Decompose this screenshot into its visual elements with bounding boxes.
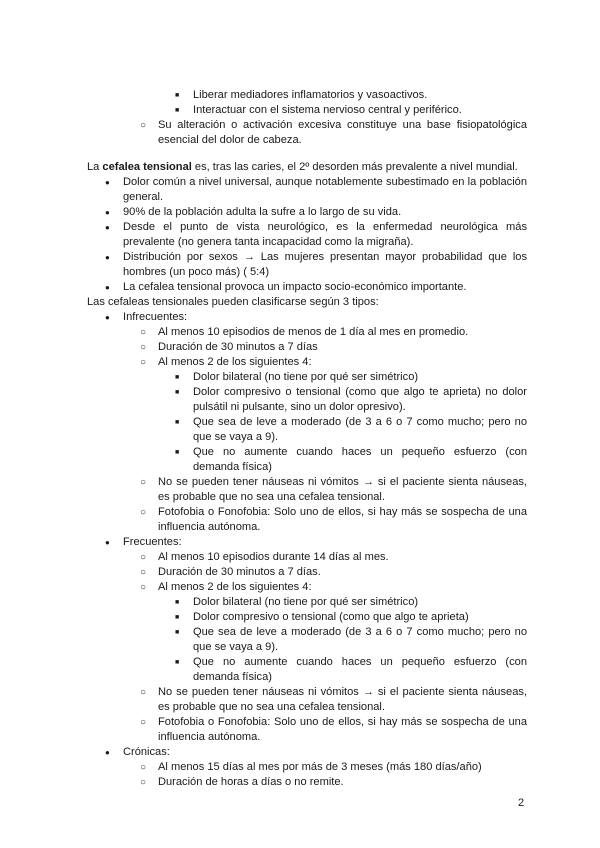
list-item-text: Al menos 10 episodios de menos de 1 día al mes en promedio. [158,326,469,338]
dot-bullet: ● [105,223,110,232]
square-bullet: ■ [175,374,180,381]
list-item-text: Distribución por sexos → Las mujeres presentan mayor probabilidad que los hombres (un poco más) ( 5:4) [123,251,527,278]
circle-bullet: ○ [140,567,147,578]
page-number: 2 [518,797,525,809]
square-bullet: ■ [175,614,180,621]
list-item-text: Al menos 10 episodios durante 14 días al mes. [158,551,389,563]
type-name: Infrecuentes: [123,311,188,323]
dot-bullet: ● [105,313,110,322]
dot-bullet: ● [105,178,110,187]
list-item-text: Dolor común a nivel universal, aunque notablemente subestimado en la población general. [123,176,527,203]
circle-bullet: ○ [140,762,147,773]
list-item-text: Al menos 15 días al mes por más de 3 meses (más 180 días/año) [158,761,482,773]
list-item-text: La cefalea tensional provoca un impacto socio-económico importante. [123,281,467,293]
list-item-text: Dolor compresivo o tensional (como que algo te aprieta) [193,611,469,623]
list-item-text: Que no aumente cuando haces un pequeño esfuerzo (con demanda física) [193,656,527,683]
list-item-text: Que sea de leve a moderado (de 3 a 6 o 7 como mucho; pero no que se vaya a 9). [193,416,527,443]
intro-prefix: La [87,161,103,173]
dot-bullet: ● [105,538,110,547]
square-bullet: ■ [175,389,180,396]
intro-term: cefalea tensional [102,161,192,173]
list-item-text: Liberar mediadores inflamatorios y vasoactivos. [193,89,428,101]
circle-bullet: ○ [140,687,147,698]
square-bullet: ■ [175,599,180,606]
circle-bullet: ○ [140,477,147,488]
circle-bullet: ○ [140,120,147,131]
list-item-text: Al menos 2 de los siguientes 4: [158,581,312,593]
list-item-text: No se pueden tener náuseas ni vómitos → si el paciente sienta náuseas, es probable que no sea una cefalea tensional. [158,476,527,503]
intro-suffix: es, tras las caries, el 2º desorden más prevalente a nivel mundial. [191,161,518,173]
square-bullet: ■ [175,629,180,636]
square-bullet: ■ [175,107,180,114]
list-item-text: Fotofobia o Fonofobia: Solo uno de ellos, si hay más se sospecha de una influencia autónoma. [158,506,527,533]
list-item-text: Duración de 30 minutos a 7 días [158,341,318,353]
list-item-text: Al menos 2 de los siguientes 4: [158,356,312,368]
square-bullet: ■ [175,449,180,456]
list-item-text: Duración de 30 minutos a 7 días. [158,566,321,578]
circle-bullet: ○ [140,327,147,338]
circle-bullet: ○ [140,552,147,563]
list-item-text: Duración de horas a días o no remite. [158,776,344,788]
circle-bullet: ○ [140,507,147,518]
circle-bullet: ○ [140,582,147,593]
dot-bullet: ● [105,748,110,757]
dot-bullet: ● [105,253,110,262]
square-bullet: ■ [175,419,180,426]
circle-bullet: ○ [140,357,147,368]
circle-bullet: ○ [140,342,147,353]
list-item-text: Interactuar con el sistema nervioso central y periférico. [193,104,462,116]
list-item-text: 90% de la población adulta la sufre a lo largo de su vida. [123,206,402,218]
classify-paragraph: Las cefaleas tensionales pueden clasificarse según 3 tipos: [87,296,379,308]
type-name: Frecuentes: [123,536,182,548]
list-item-text: Dolor compresivo o tensional (como que algo te aprieta) no dolor pulsátil ni pulsante, sino un dolor opresivo). [193,386,527,413]
square-bullet: ■ [175,659,180,666]
dot-bullet: ● [105,283,110,292]
list-item-text: Dolor bilateral (no tiene por qué ser simétrico) [193,371,419,383]
list-item-text: Fotofobia o Fonofobia: Solo uno de ellos, si hay más se sospecha de una influencia autónoma. [158,716,527,743]
list-item-text: Que no aumente cuando haces un pequeño esfuerzo (con demanda física) [193,446,527,473]
list-item-text: No se pueden tener náuseas ni vómitos → si el paciente sienta náuseas, es probable que no sea una cefalea tensional. [158,686,527,713]
list-item-text: Desde el punto de vista neurológico, es la enfermedad neurológica más prevalente (no genera tanta incapacidad como la migraña). [123,221,527,248]
square-bullet: ■ [175,92,180,99]
type-name: Crónicas: [123,746,170,758]
circle-bullet: ○ [140,717,147,728]
intro-paragraph [87,160,527,175]
circle-bullet: ○ [140,777,147,788]
list-item-text: Su alteración o activación excesiva constituye una base fisiopatológica esencial del dolor de cabeza. [158,119,527,146]
dot-bullet: ● [105,208,110,217]
list-item-text: Que sea de leve a moderado (de 3 a 6 o 7 como mucho; pero no que se vaya a 9). [193,626,527,653]
list-item-text: Dolor bilateral (no tiene por qué ser simétrico) [193,596,419,608]
